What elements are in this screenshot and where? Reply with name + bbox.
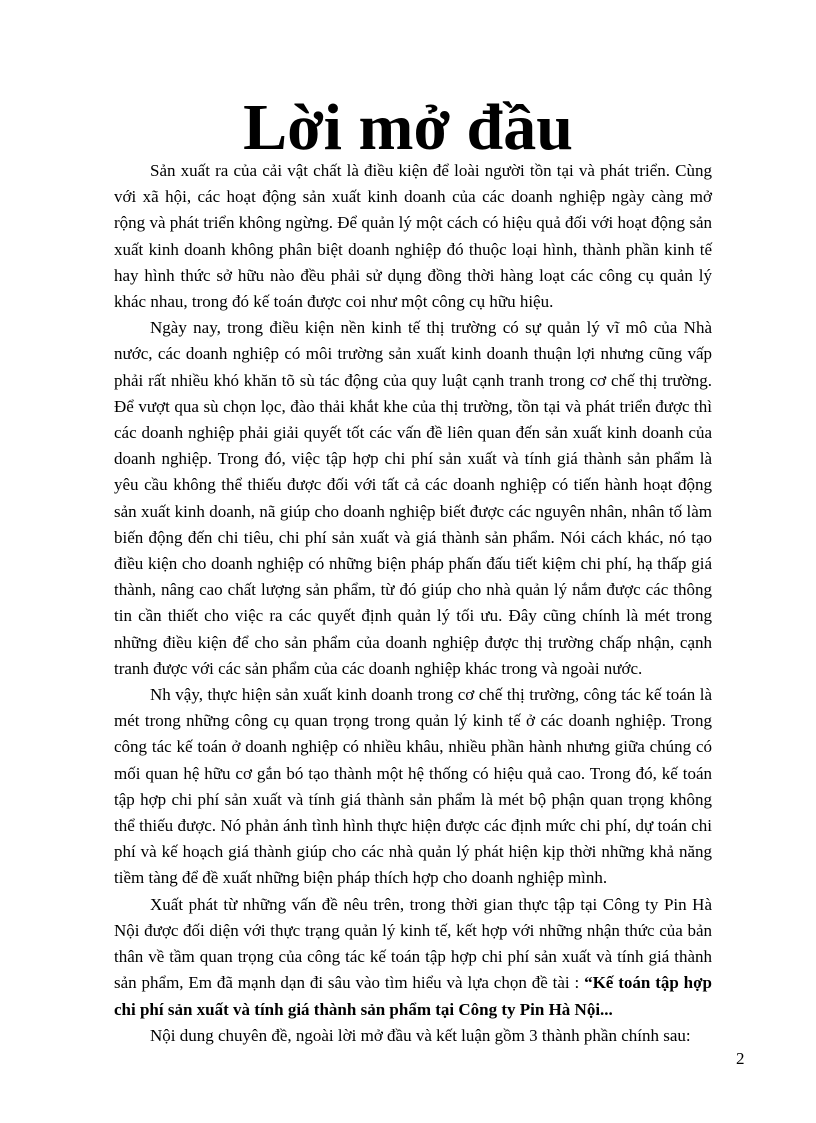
paragraph-4-text: Xuất phát từ những vấn đề nêu trên, trong thời gian thực tập tại Công ty Pin Hà Nội được đối diện với thực trạng quản lý kinh tế, kết hợp với những nhận thức của bản thân về tầm quan trọng của công tác kế toán tập hợp chi phí sản xuất và tính giá thành sản phẩm, Em đã mạnh dạn đi sâu vào tìm hiểu và lựa chọn đề tài : [114, 894, 712, 993]
thesis-topic: “Kế toán tập hợp chi phí sản xuất và tính giá thành sản phẩm tại Công ty Pin Hà Nội... [114, 973, 712, 1019]
page-title: Lời mở đầu [243, 91, 573, 164]
page-number: 2 [736, 1049, 745, 1068]
paragraph-4 [114, 892, 712, 1023]
paragraph-2: Ngày nay, trong điều kiện nền kinh tế thị trường có sự quản lý vĩ mô của Nhà nước, các doanh nghiệp có môi trường sản xuất kinh doanh thuận lợi nhưng cũng vấp phải rất nhiều khó khăn tõ sù tác động của quy luật cạnh tranh trong cơ chế thị trường. Để vượt qua sù chọn lọc, đào thải khắt khe của thị trường, tồn tại và phát triển được thì các doanh nghiệp phải giải quyết tốt các vấn đề liên quan đến sản xuất kinh doanh của doanh nghiệp. Trong đó, việc tập hợp chi phí sản xuất và tính giá thành sản phẩm là yêu cầu không thể thiếu được đối với tất cả các doanh nghiệp có tiến hành hoạt động sản xuất kinh doanh, nã giúp cho doanh nghiệp biết được các nguyên nhân, nhân tố làm biến động đến chi tiêu, chi phí sản xuất và giá thành sản phẩm. Nói cách khác, nó tạo điều kiện cho doanh nghiệp có những biện pháp phấn đấu tiết kiệm chi phí, hạ thấp giá thành, nâng cao chất lượng sản phẩm, từ đó giúp cho nhà quản lý nắm được các thông tin cần thiết cho việc ra các quyết định quản lý tối ưu. Đây cũng chính là mét trong những điều kiện để cho sản phẩm của doanh nghiệp được thị trường chấp nhận, cạnh tranh được với các sản phẩm của các doanh nghiệp khác trong và ngoài nước. [114, 318, 712, 678]
paragraph-5: Nội dung chuyên đề, ngoài lời mở đầu và kết luận gồm 3 thành phần chính sau: [150, 1025, 691, 1045]
paragraph-1: Sản xuất ra của cải vật chất là điều kiện để loài người tồn tại và phát triển. Cùng với xã hội, các hoạt động sản xuất kinh doanh của các doanh nghiệp ngày càng mở rộng và phát triển không ngừng. Để quản lý một cách có hiệu quả đối với hoạt động sản xuất kinh doanh không phân biệt doanh nghiệp đó thuộc loại hình, thành phần kinh tế hay hình thức sở hữu nào đều phải sử dụng đồng thời hàng loạt các công cụ quản lý khác nhau, trong đó kế toán được coi như một công cụ hữu hiệu. [114, 161, 712, 312]
paragraph-3: Nh vậy, thực hiện sản xuất kinh doanh trong cơ chế thị trường, công tác kế toán là mét trong những công cụ quan trọng trong quản lý kinh tế ở các doanh nghiệp. Trong công tác kế toán ở doanh nghiệp có nhiều khâu, nhiều phần hành nhưng giữa chúng có mối quan hệ hữu cơ gắn bó tạo thành một hệ thống có hiệu quả cao. Trong đó, kế toán tập hợp chi phí sản xuất và tính giá thành sản phẩm là mét bộ phận quan trọng không thể thiếu được. Nó phản ánh tình hình thực hiện được các định mức chi phí, dự toán chi phí và kế hoạch giá thành giúp cho các nhà quản lý phát hiện kịp thời những khả năng tiềm tàng để đề xuất những biện pháp thích hợp cho doanh nghiệp mình. [114, 685, 712, 888]
body-text [114, 158, 712, 1049]
